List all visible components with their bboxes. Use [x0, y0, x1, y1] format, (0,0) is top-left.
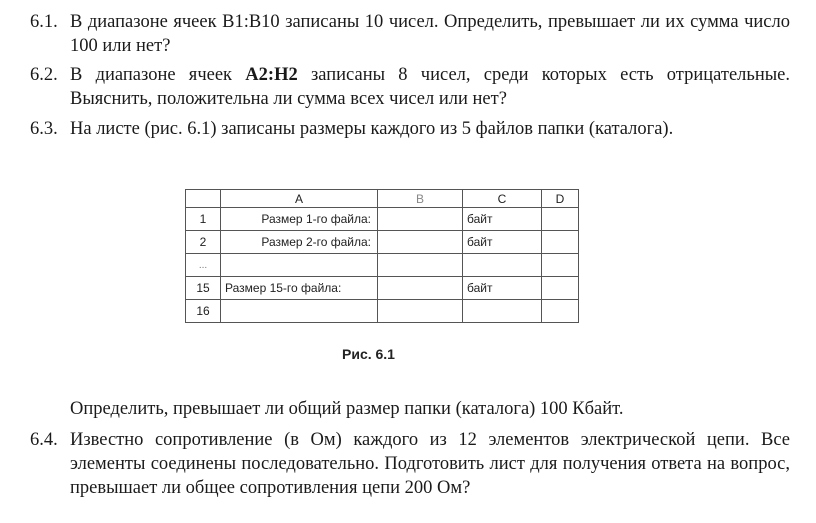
- cell-b: [378, 254, 463, 277]
- problem-text: В диапазоне ячеек A2:H2 записаны 8 чисел, среди которых есть отрицательные. Выяснить, положительна ли сумма всех чисел или нет?: [70, 65, 790, 109]
- problem-6-3: [30, 117, 790, 141]
- column-header-b: B: [378, 190, 463, 208]
- cell-a: Размер 15-го файла:: [221, 277, 378, 300]
- column-header-row: [186, 190, 579, 208]
- table-row: [186, 231, 579, 254]
- table-row: [186, 277, 579, 300]
- problem-6-3-continuation: Определить, превышает ли общий размер папки (каталога) 100 Кбайт.: [70, 399, 624, 419]
- cell-c: [463, 254, 542, 277]
- problem-text: В диапазоне ячеек B1:B10 записаны 10 чисел. Определить, превышает ли их сумма число 100 или нет?: [70, 12, 790, 56]
- row-header: 1: [186, 208, 221, 231]
- cell-a: Размер 1-го файла:: [221, 208, 378, 231]
- cell-d: [542, 208, 579, 231]
- cell-c: байт: [463, 208, 542, 231]
- cell-a: [221, 300, 378, 323]
- row-header: 2: [186, 231, 221, 254]
- problem-text: Известно сопротивление (в Ом) каждого из 12 элементов электрической цепи. Все элементы соединены последовательно. Подготовить лист для получения ответа на вопрос, превышает ли общее сопротивления цепи 200 Ом?: [70, 430, 790, 498]
- cell-c: [463, 300, 542, 323]
- column-header-c: C: [463, 190, 542, 208]
- problem-number: 6.1.: [30, 12, 58, 32]
- cell-range: A2:H2: [245, 65, 298, 85]
- column-header-d: D: [542, 190, 579, 208]
- problem-6-4: [30, 428, 790, 500]
- problem-number: 6.3.: [30, 119, 58, 139]
- cell-d: [542, 300, 579, 323]
- cell-d: [542, 277, 579, 300]
- row-header: 15: [186, 277, 221, 300]
- problem-number: 6.4.: [30, 430, 58, 450]
- cell-b: [378, 231, 463, 254]
- problem-6-2: [30, 63, 790, 111]
- cell-d: [542, 231, 579, 254]
- cell-b: [378, 277, 463, 300]
- problem-6-1: [30, 10, 790, 58]
- figure-caption: Рис. 6.1: [342, 346, 395, 362]
- cell-a: [221, 254, 378, 277]
- spreadsheet-figure: [185, 189, 579, 323]
- table-row: [186, 254, 579, 277]
- cell-range: B1:B10: [222, 12, 280, 32]
- cell-c: байт: [463, 231, 542, 254]
- cell-b: [378, 300, 463, 323]
- table-row: [186, 300, 579, 323]
- row-header: 16: [186, 300, 221, 323]
- cell-b: [378, 208, 463, 231]
- cell-c: байт: [463, 277, 542, 300]
- corner-cell: [186, 190, 221, 208]
- row-header: ...: [186, 254, 221, 277]
- table-row: [186, 208, 579, 231]
- problem-number: 6.2.: [30, 65, 58, 85]
- column-header-a: A: [221, 190, 378, 208]
- problem-text: На листе (рис. 6.1) записаны размеры каждого из 5 файлов папки (каталога).: [70, 119, 674, 139]
- cell-a: Размер 2-го файла:: [221, 231, 378, 254]
- cell-d: [542, 254, 579, 277]
